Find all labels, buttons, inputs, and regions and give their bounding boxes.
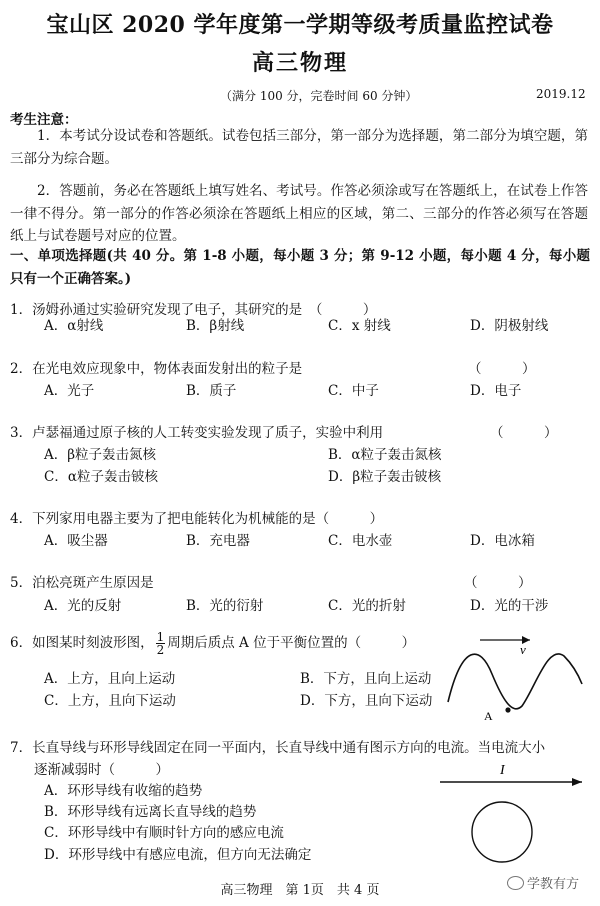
wechat-icon	[507, 876, 524, 890]
question-1-option-b: B．β射线	[186, 318, 245, 334]
question-7-stem-line-1: 7．长直导线与环形导线固定在同一平面内，长直导线中通有图示方向的电流。当电流大小	[10, 740, 546, 756]
velocity-label: v	[520, 642, 526, 657]
question-2-option-b: B．质子	[186, 383, 237, 399]
exam-date: 2019.12	[536, 87, 586, 101]
question-1-option-a: A．α射线	[44, 318, 104, 334]
exam-title: 宝山区 2020 学年度第一学期等级考质量监控试卷	[46, 12, 554, 38]
question-4-stem: 4．下列家用电器主要为了把电能转化为机械能的是（ ）	[10, 511, 384, 527]
question-4-option-d: D．电冰箱	[470, 533, 535, 549]
notice-item-1: 1．本考试分设试卷和答题纸。试卷包括三部分，第一部分为选择题，第二部分为填空题，第三部分为综合题。	[10, 128, 588, 167]
question-5-option-d: D．光的干涉	[470, 598, 549, 614]
notice-heading: 考生注意：	[10, 112, 78, 128]
watermark	[507, 873, 579, 892]
question-5-option-b: B．光的衍射	[186, 598, 264, 614]
wire-loop-figure	[430, 756, 590, 868]
question-2-answer-paren: （ ）	[468, 361, 536, 377]
question-3-answer-paren: （ ）	[490, 425, 558, 441]
wave-figure	[440, 634, 590, 726]
question-3-stem: 3．卢瑟福通过原子核的人工转变实验发现了质子，实验中利用	[10, 425, 384, 441]
current-label: I	[500, 763, 505, 778]
question-5-stem: 5．泊松亮斑产生原因是	[10, 575, 154, 591]
fraction-denominator: 2	[156, 643, 165, 657]
question-6-stem-post: 周期后质点 A 位于平衡位置的（ ）	[167, 635, 416, 651]
current-arrow-head	[572, 778, 582, 786]
question-2-stem: 2．在光电效应现象中，物体表面发射出的粒子是	[10, 361, 303, 377]
exam-subject: 高三物理	[251, 50, 348, 76]
page-footer: 高三物理 第 1页 共 4 页	[220, 883, 380, 898]
question-7-option-c: C．环形导线中有顺时针方向的感应电流	[44, 825, 284, 841]
question-6-option-b: B．下方，且向上运动	[300, 671, 432, 687]
question-6-option-d: D．下方，且向下运动	[300, 693, 433, 709]
question-3-option-c: C．α粒子轰击铍核	[44, 469, 158, 485]
question-1-stem: 1．汤姆孙通过实验研究发现了电子，其研究的是 （ ）	[10, 302, 377, 318]
section-heading: 一、单项选择题(共 40 分。第 1-8 小题，每小题 3 分；第 9-12 小题，每小题 4 分，每小题只有一个正确答案。)	[10, 248, 590, 287]
question-7-stem-line-2: 逐渐减弱时（ ）	[34, 762, 169, 778]
half-fraction	[156, 631, 166, 656]
particle-a-dot	[505, 707, 510, 712]
question-4-option-a: A．吸尘器	[44, 533, 108, 549]
watermark-text: 学教有方	[527, 877, 580, 892]
question-2-option-c: C．中子	[328, 383, 379, 399]
question-3-option-b: B．α粒子轰击氮核	[328, 447, 442, 463]
question-4-option-c: C．电水壶	[328, 533, 393, 549]
question-2-option-a: A．光子	[44, 383, 95, 399]
question-6-stem-pre: 6．如图某时刻波形图，	[10, 635, 154, 651]
question-5-answer-paren: （ ）	[464, 575, 532, 591]
question-6-option-a: A．上方，且向上运动	[44, 671, 176, 687]
question-7-option-b: B．环形导线有远离长直导线的趋势	[44, 804, 257, 820]
exam-info: （满分 100 分，完卷时间 60 分钟）	[220, 89, 418, 103]
ring-wire	[472, 802, 532, 862]
question-2-option-d: D．电子	[470, 383, 522, 399]
notice-item-2: 2．答题前，务必在答题纸上填写姓名、考试号。作答必须涂或写在答题纸上，在试卷上作答一律不得分。第一部分的作答必须涂在答题纸上相应的区域，第二、三部分的作答必须写在答题纸上与试卷题号对应的位置。	[10, 183, 588, 244]
particle-a-label: A	[484, 709, 493, 723]
fraction-numerator: 1	[156, 630, 165, 644]
question-1-option-c: C．x 射线	[328, 318, 391, 334]
wave-curve	[448, 654, 582, 709]
question-5-option-c: C．光的折射	[328, 598, 406, 614]
question-5-option-a: A．光的反射	[44, 598, 122, 614]
question-3-option-a: A．β粒子轰击氮核	[44, 447, 157, 463]
question-6-stem	[10, 631, 415, 656]
question-6-option-c: C．上方，且向下运动	[44, 693, 176, 709]
question-3-option-d: D．β粒子轰击铍核	[328, 469, 442, 485]
question-1-option-d: D．阴极射线	[470, 318, 549, 334]
question-4-option-b: B．充电器	[186, 533, 250, 549]
question-7-option-a: A．环形导线有收缩的趋势	[44, 783, 203, 799]
question-7-option-d: D．环形导线中有感应电流，但方向无法确定	[44, 847, 312, 863]
